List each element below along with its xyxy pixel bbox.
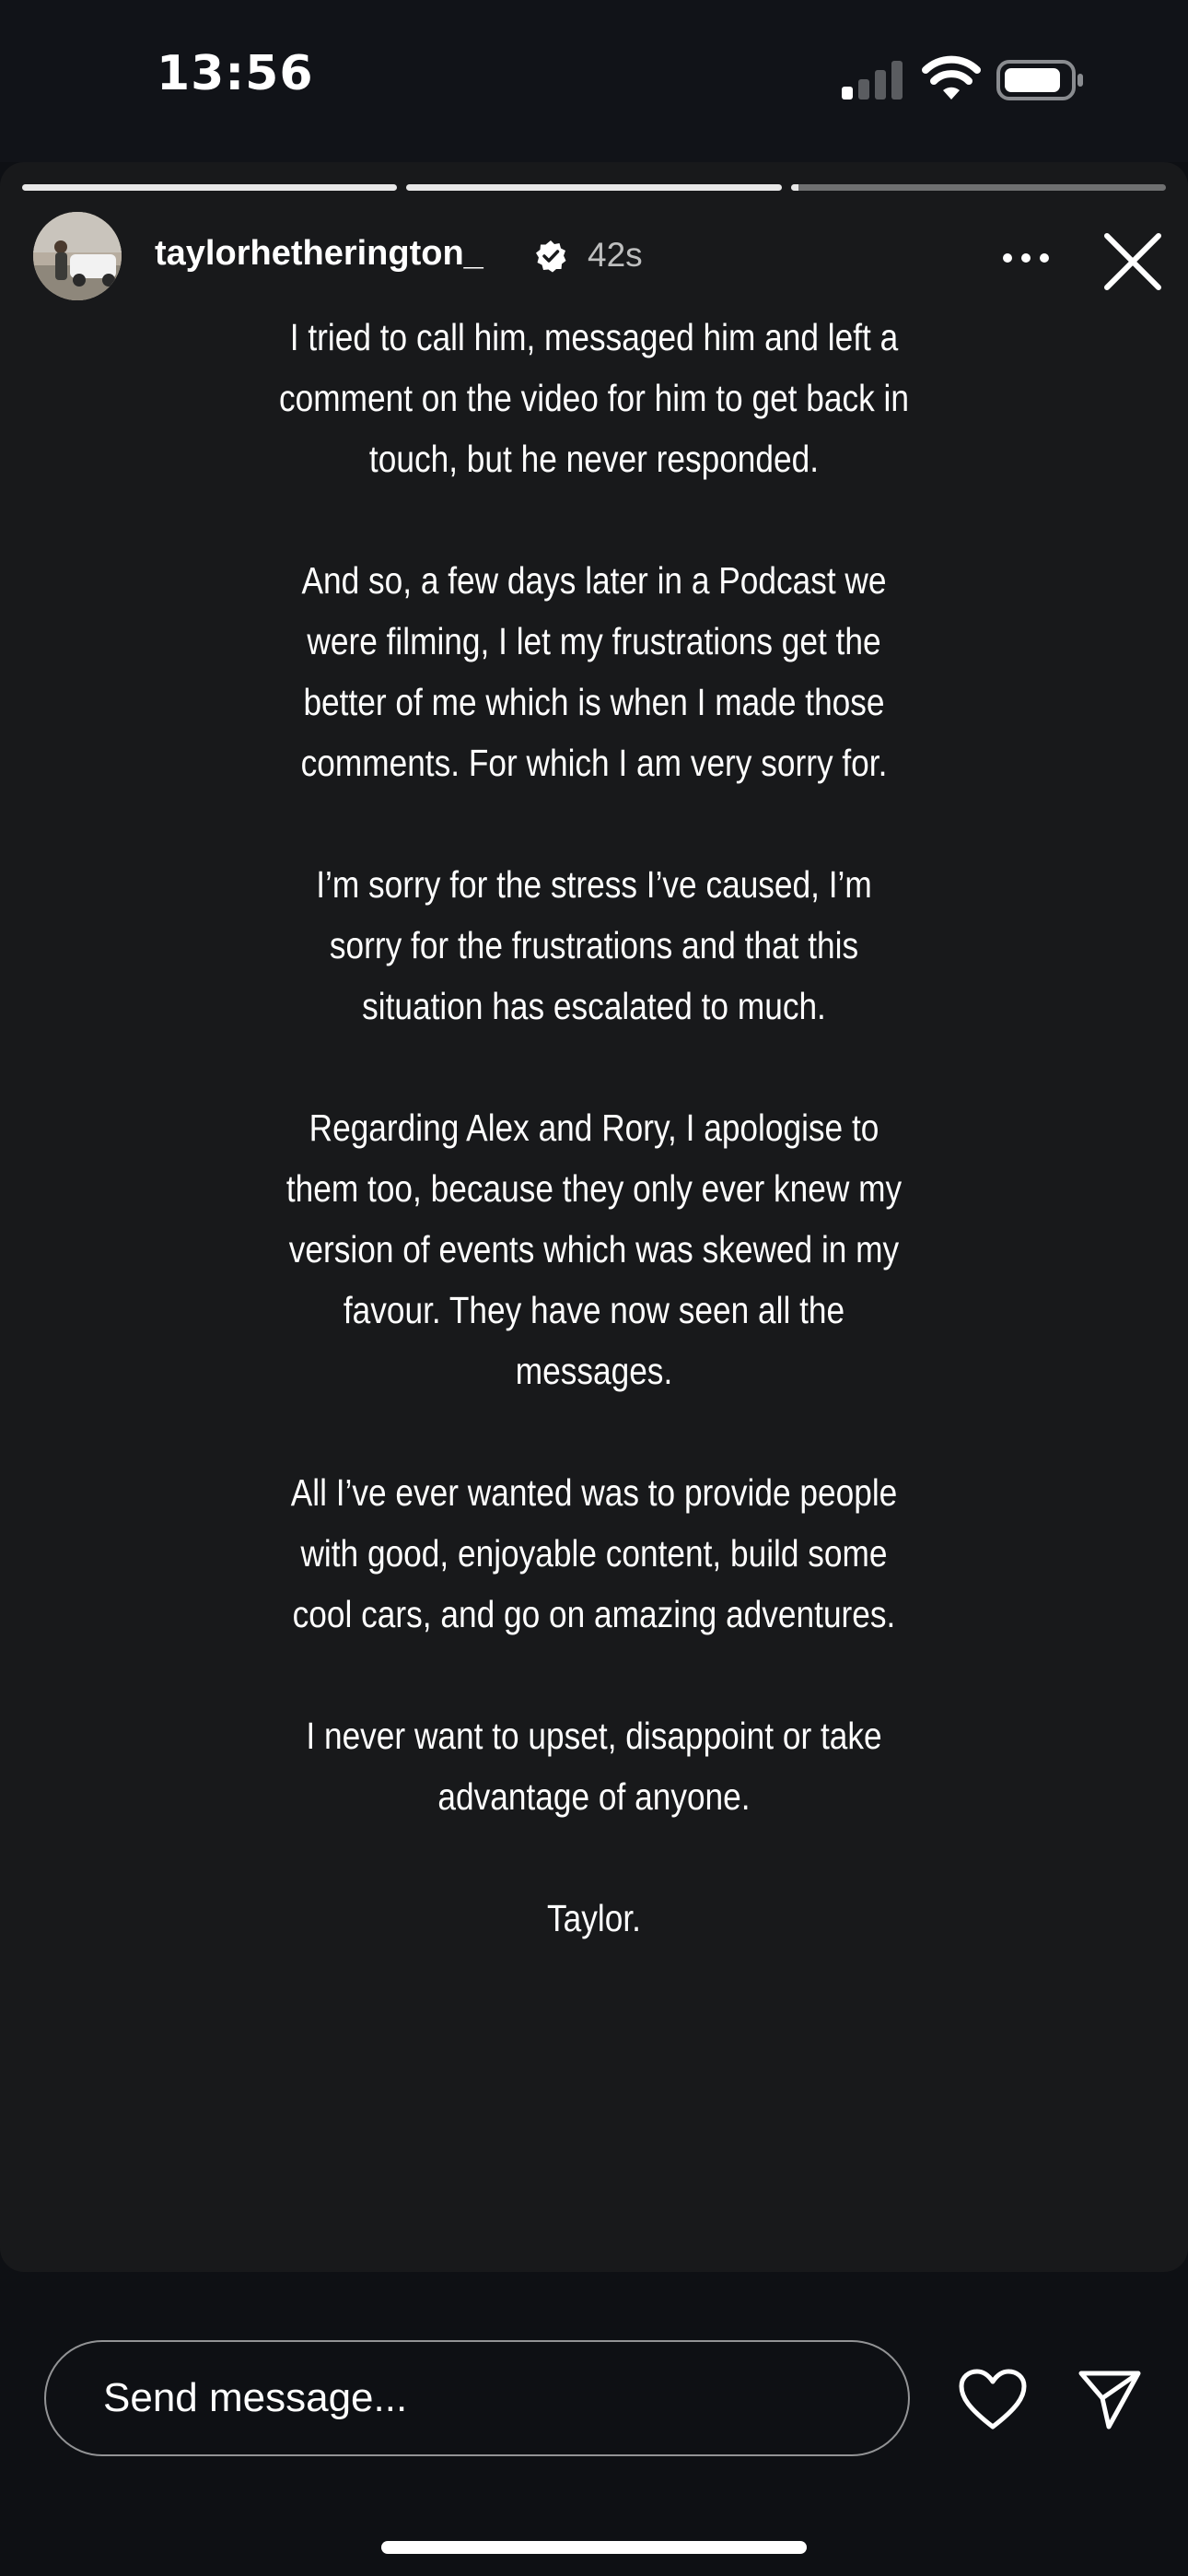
story-progress xyxy=(22,184,1166,191)
progress-segment xyxy=(22,184,397,191)
send-icon[interactable] xyxy=(1077,2368,1142,2430)
story-paragraph: I’m sorry for the stress I’ve caused, I’m sorry for the frustrations and that this situation has escalated to much. xyxy=(316,863,872,1027)
progress-segment xyxy=(791,184,1166,191)
status-time: 13:56 xyxy=(157,46,314,101)
story-text xyxy=(277,307,911,1949)
home-indicator[interactable] xyxy=(381,2541,807,2554)
avatar[interactable] xyxy=(33,212,122,300)
wifi-icon xyxy=(921,55,982,101)
progress-fill xyxy=(791,184,798,191)
reply-bar xyxy=(0,2272,1188,2576)
story-paragraph: Regarding Alex and Rory, I apologise to them too, because they only ever knew my version of events which was skewed in my favour. They have now seen all the messages. xyxy=(285,1107,903,1392)
heart-icon[interactable] xyxy=(958,2368,1028,2432)
avatar-photo-icon xyxy=(33,212,122,300)
progress-segment xyxy=(406,184,781,191)
story-paragraph: I tried to call him, messaged him and left a comment on the video for him to get back in touch, but he never responded. xyxy=(278,316,909,480)
username[interactable]: taylorhetherington_ xyxy=(155,234,483,273)
battery-icon xyxy=(996,59,1085,101)
cellular-signal-icon xyxy=(840,59,906,100)
story-timestamp: 42s xyxy=(588,236,643,274)
more-icon[interactable] xyxy=(998,241,1054,275)
story-paragraph: And so, a few days later in a Podcast we were filming, I let my frustrations get the better of me which is when I made those comments. For which I am very sorry for. xyxy=(300,559,888,784)
verified-badge-icon xyxy=(534,240,567,273)
story-viewer[interactable] xyxy=(0,162,1188,2272)
story-paragraph: All I’ve ever wanted was to provide people with good, enjoyable content, build some cool cars, and go on amazing adventures. xyxy=(290,1471,898,1635)
story-signature: Taylor. xyxy=(547,1897,641,1939)
close-icon[interactable] xyxy=(1100,228,1166,295)
status-bar xyxy=(0,0,1188,162)
story-header xyxy=(33,212,1166,304)
progress-fill xyxy=(22,184,397,191)
send-message-input[interactable] xyxy=(44,2340,910,2456)
progress-fill xyxy=(406,184,781,191)
story-paragraph: I never want to upset, disappoint or take advantage of anyone. xyxy=(306,1715,882,1818)
